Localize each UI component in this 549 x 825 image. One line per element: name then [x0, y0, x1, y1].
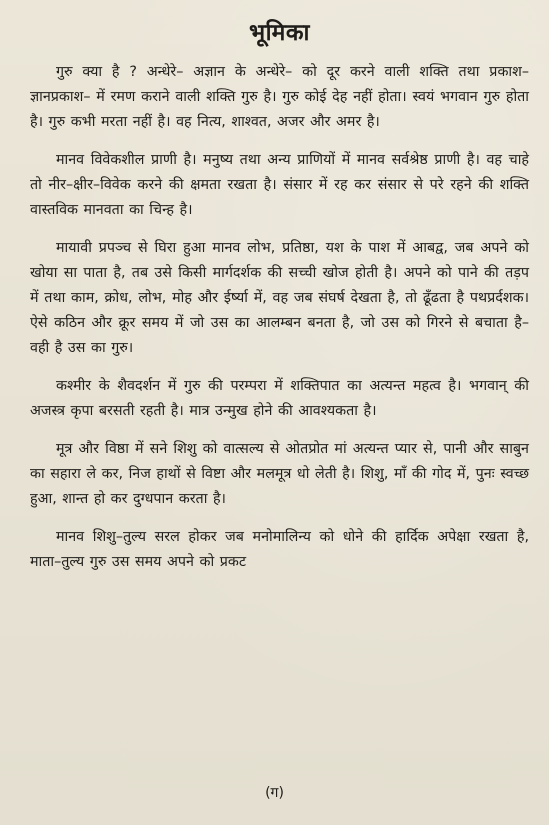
paragraph-3: मायावी प्रपञ्च से घिरा हुआ मानव लोभ, प्रतिष्ठा, यश के पाश में आबद्व, जब अपने को खोया सा पाता है, तब उसे किसी मार्गदर्शक की सच्ची खोज होती है। अपने को पाने की तड़प में तथा काम, क्रोध, लोभ, मोह और ईर्ष्या में, वह जब संघर्ष देखता है, तो ढूँढता है पथप्रर्दशक। ऐसे कठिन और क्रूर समय में जो उस का आलम्बन बनता है, जो उस को गिरने से बचाता है–वही है उस का गुरु। [30, 240, 529, 356]
paragraph-5: मूत्र और विष्ठा में सने शिशु को वात्सल्य से ओतप्रोत मां अत्यन्त प्यार से, पानी और साबुन का सहारा ले कर, निज हाथों से विष्टा और मलमूत्र धो लेती है। शिशु, माँ की गोद में, पुनः स्वच्छ हुआ, शान्त हो कर दुग्धपान करता है। [30, 441, 529, 507]
page-number: (ग) [265, 785, 284, 801]
paragraph-1: गुरु क्या है ? अन्धेरे– अज्ञान के अन्धेरे– को दूर करने वाली शक्ति तथा प्रकाश–ज्ञानप्रकाश– में रमण कराने वाली शक्ति गुरु है। गुरु कोई देह नहीं होता। स्वयं भगवान गुरु होता है। गुरु कभी मरता नहीं है। वह नित्य, शाश्वत, अजर और अमर है। [30, 64, 529, 130]
paragraph-2: मानव विवेकशील प्राणी है। मनुष्य तथा अन्य प्राणियों में मानव सर्वश्रेष्ठ प्राणी है। वह चाहे तो नीर–क्षीर–विवेक करने की क्षमता रखता है। संसार में रह कर संसार से परे रहने की शक्ति वास्तविक मानवता का चिन्ह है। [30, 152, 529, 218]
paragraph-4: कश्मीर के शैवदर्शन में गुरु की परम्परा में शक्तिपात का अत्यन्त महत्व है। भगवान् की अजस्त्र कृपा बरसती रहती है। मात्र उन्मुख होने की आवश्यकता है। [30, 378, 529, 419]
paragraph-6: मानव शिशु–तुल्य सरल होकर जब मनोमालिन्य को धोने की हार्दिक अपेक्षा रखता है, माता–तुल्य गुरु उस समय अपने को प्रकट [30, 529, 529, 570]
page-title: भूमिका [248, 20, 310, 46]
